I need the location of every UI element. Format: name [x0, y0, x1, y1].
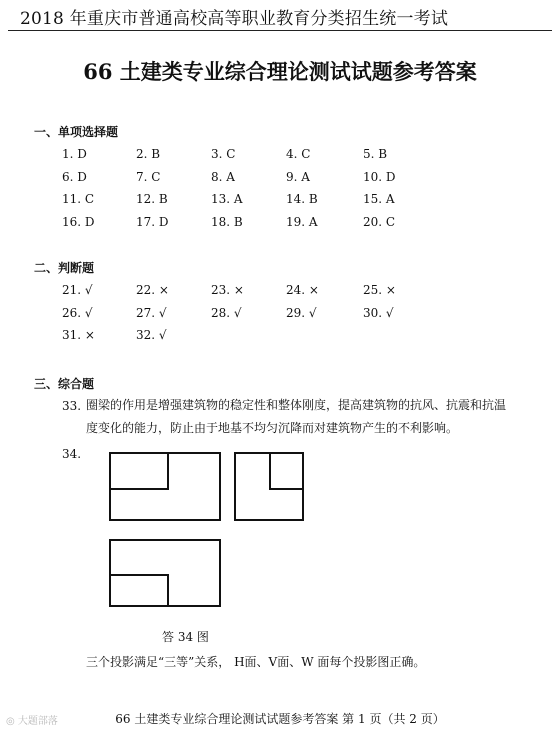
projection-top-view	[110, 540, 220, 606]
judgment-item-5: 25. ×	[363, 283, 396, 297]
question-33-number: 33.	[62, 399, 82, 413]
answer-item-18: 18. B	[211, 214, 243, 229]
judgment-item-3: 23. ×	[211, 283, 244, 297]
answer-item-5: 5. B	[363, 147, 388, 161]
projection-front-view	[110, 453, 220, 520]
answer-item-10: 10. D	[363, 169, 396, 184]
question-33-text: 圈梁的作用是增强建筑物的稳定性和整体刚度，提高建筑物的抗风、抗震和抗温度变化的能力，防止由于地基不均匀沉降而对建筑物产生的不利影响。	[86, 398, 507, 435]
answer-item-6: 6. D	[62, 169, 87, 184]
judgment-item-2: 22. ×	[136, 283, 169, 297]
figure-caption: 答 34 图	[162, 630, 209, 644]
section-heading-true-false: 二、判断题	[34, 261, 95, 275]
question-34-number: 34.	[62, 447, 82, 461]
answer-item-15: 15. A	[363, 192, 395, 206]
section-heading-single-choice: 一、单项选择题	[34, 125, 119, 139]
judgment-item-7: 27. √	[136, 305, 167, 320]
question-34-text: 三个投影满足“三等”关系， H面、V面、W 面每个投影图正确。	[86, 655, 426, 669]
judgment-item-12: 32. √	[136, 328, 167, 342]
judgment-item-6: 26. √	[62, 305, 93, 320]
answer-item-4: 4. C	[286, 147, 311, 161]
projection-top-view-line	[110, 575, 168, 606]
answer-item-14: 14. B	[286, 192, 318, 206]
answer-item-2: 2. B	[136, 147, 161, 161]
judgment-item-11: 31. ×	[62, 328, 95, 342]
answer-item-13: 13. A	[211, 192, 243, 206]
judgment-item-9: 29. √	[286, 305, 317, 320]
watermark-text: 大题部落	[17, 716, 58, 727]
answer-item-11: 11. C	[62, 192, 95, 206]
judgment-item-1: 21. √	[62, 283, 93, 297]
answer-item-8: 8. A	[211, 169, 235, 184]
answer-item-7: 7. C	[136, 169, 161, 184]
judgment-item-8: 28. √	[211, 305, 242, 320]
answer-item-16: 16. D	[62, 214, 95, 229]
page-footer: 66 土建类专业综合理论测试试题参考答案 第 1 页（共 2 页）	[115, 712, 445, 726]
header-title: 2018 年重庆市普通高校高等职业教育分类招生统一考试	[20, 9, 449, 29]
answer-item-17: 17. D	[136, 214, 169, 229]
watermark-icon: ◎	[6, 716, 18, 727]
answer-item-9: 9. A	[286, 169, 310, 184]
projection-front-view-line	[110, 453, 168, 489]
judgment-item-10: 30. √	[363, 305, 394, 320]
answer-item-12: 12. B	[136, 192, 168, 206]
section-heading-comprehensive: 三、综合题	[34, 377, 95, 391]
projection-side-view-line	[270, 453, 303, 489]
judgment-item-4: 24. ×	[286, 283, 319, 297]
document-title: 66 土建类专业综合理论测试试题参考答案	[83, 59, 477, 84]
answer-item-1: 1. D	[62, 147, 87, 161]
answer-item-20: 20. C	[363, 214, 396, 229]
answer-item-3: 3. C	[211, 147, 236, 161]
answer-item-19: 19. A	[286, 214, 318, 229]
